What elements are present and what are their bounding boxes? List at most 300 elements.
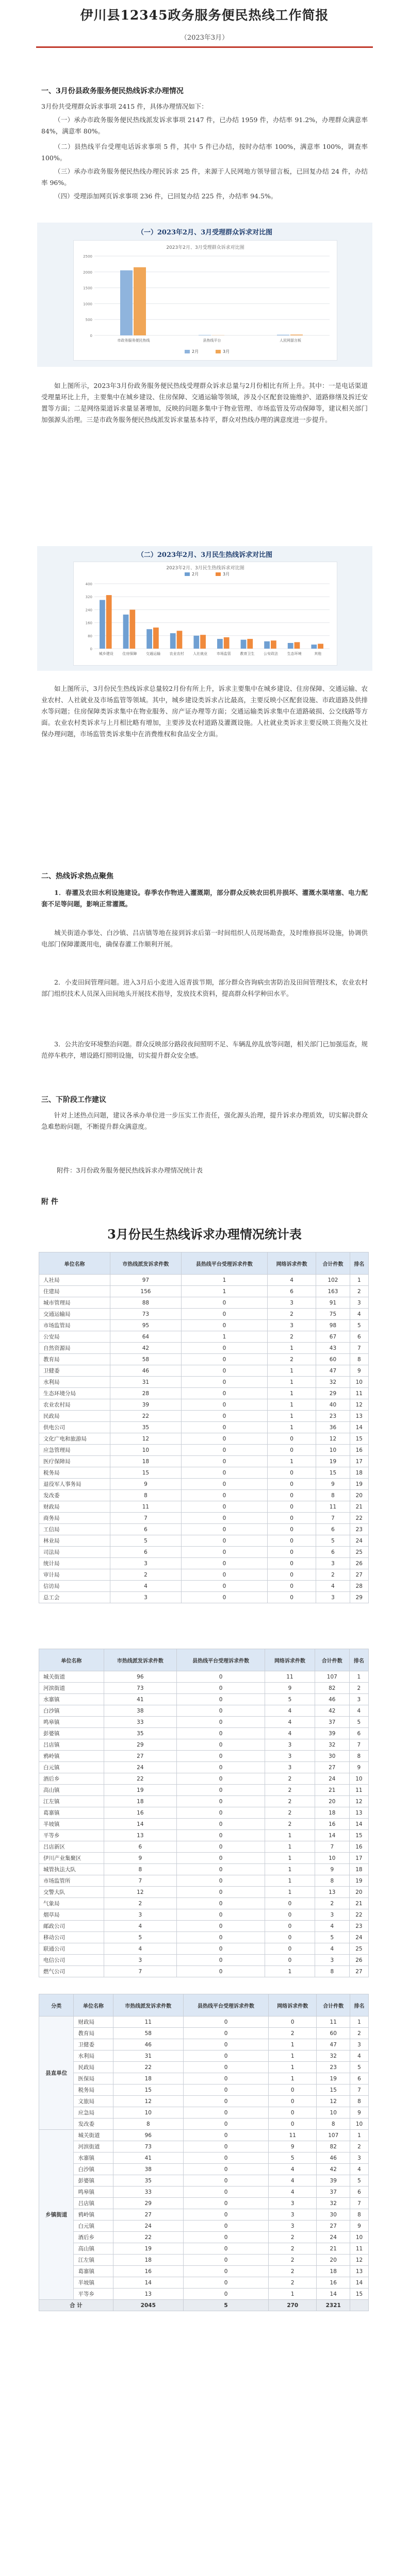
- table-row: [39, 2028, 369, 2039]
- value-cell: 6: [350, 2187, 369, 2198]
- value-cell: 97: [110, 1275, 181, 1286]
- value-cell: 67: [316, 1331, 350, 1343]
- value-cell: 38: [113, 2164, 183, 2175]
- unit-name-cell: 农业农村局: [39, 1399, 110, 1411]
- unit-name-cell: 自然资源局: [39, 1343, 110, 1354]
- value-cell: 1: [269, 2073, 317, 2084]
- value-cell: 41: [113, 2153, 183, 2164]
- value-cell: 5: [269, 2153, 317, 2164]
- value-cell: 1: [269, 2062, 317, 2073]
- unit-name-cell: 彭婆镇: [74, 2175, 113, 2187]
- value-cell: 0: [181, 1422, 267, 1433]
- bar-2月-人社就业: [193, 636, 199, 649]
- x-tick-label: 住房保障: [122, 652, 137, 656]
- unit-name-cell: 白元镇: [74, 2221, 113, 2232]
- value-cell: 23: [350, 1524, 368, 1535]
- value-cell: 6: [110, 1524, 181, 1535]
- y-tick-label: 400: [85, 582, 92, 586]
- value-cell: 8: [316, 1490, 350, 1501]
- x-tick-label: 市场监管: [216, 652, 231, 656]
- value-cell: 24: [349, 1932, 368, 1943]
- value-cell: 1: [267, 1456, 316, 1467]
- value-cell: 22: [113, 2232, 183, 2243]
- table-row: [39, 1773, 369, 1785]
- value-cell: 42: [317, 2164, 350, 2175]
- legend-swatch: [216, 350, 221, 353]
- unit-name-cell: 江左镇: [74, 2255, 113, 2266]
- stats-table-part-2: [39, 1649, 369, 1977]
- value-cell: 14: [349, 1819, 368, 1830]
- bar-2月-市政务服务便民热线: [120, 270, 133, 335]
- value-cell: 0: [181, 1377, 267, 1388]
- x-tick-label: 生态环境: [287, 652, 302, 656]
- column-header: 网络诉求件数: [269, 1994, 317, 2016]
- table-row: [39, 1943, 369, 1955]
- value-cell: 2: [265, 1819, 315, 1830]
- value-cell: 23: [316, 1411, 350, 1422]
- unit-name-cell: 税务局: [74, 2084, 113, 2096]
- value-cell: 39: [315, 1728, 349, 1739]
- value-cell: 26: [349, 1955, 368, 1966]
- value-cell: 35: [110, 1422, 181, 1433]
- x-tick-label: 教育卫生: [240, 652, 255, 656]
- unit-name-cell: 城市管理局: [39, 1297, 110, 1309]
- value-cell: 0: [181, 1569, 267, 1581]
- bar-2月-公安政法: [264, 641, 270, 649]
- value-cell: 39: [110, 1399, 181, 1411]
- total-label: 合 计: [39, 2300, 113, 2311]
- section-2-para-3: 2．小麦田间管理问题。进入3月后小麦进入返青拔节期，部分群众咨询病虫害防治及田间管理技术，农业农村部门组织技术人员深入田间地头开展技术指导，发放技术资料，提高群众科学种田水平。: [41, 978, 368, 997]
- x-tick-label: 交通运输: [146, 652, 160, 656]
- value-cell: 1: [350, 1275, 368, 1286]
- unit-name-cell: 烟草局: [39, 1909, 104, 1921]
- value-cell: 8: [350, 1354, 368, 1365]
- unit-name-cell: 城管执法大队: [39, 1864, 104, 1875]
- value-cell: 8: [315, 1875, 349, 1887]
- unit-name-cell: 公安局: [39, 1331, 110, 1343]
- unit-name-cell: 河滨街道: [39, 1683, 104, 1694]
- section-3-heading: 三、下阶段工作建议: [41, 1096, 106, 1104]
- column-header: 网络诉求件数: [265, 1649, 315, 1671]
- unit-name-cell: 发改委: [74, 2119, 113, 2130]
- bar-3月-公安政法: [271, 640, 276, 649]
- value-cell: 0: [183, 2130, 268, 2141]
- table-row: [39, 1365, 369, 1377]
- value-cell: 0: [177, 1853, 265, 1864]
- table-row: [39, 1547, 369, 1558]
- value-cell: 0: [183, 2141, 268, 2153]
- value-cell: 3: [104, 1955, 176, 1966]
- value-cell: 0: [183, 2119, 268, 2130]
- value-cell: 1: [265, 1830, 315, 1841]
- table-row: [39, 1297, 369, 1309]
- table-row: [39, 2243, 369, 2255]
- value-cell: 13: [104, 1830, 176, 1841]
- value-cell: 0: [181, 1365, 267, 1377]
- value-cell: 0: [267, 1547, 316, 1558]
- value-cell: 1: [265, 1841, 315, 1853]
- value-cell: 18: [350, 1467, 368, 1479]
- value-cell: 0: [267, 1445, 316, 1456]
- value-cell: 0: [265, 1898, 315, 1909]
- value-cell: 95: [110, 1320, 181, 1331]
- unit-name-cell: 财政局: [74, 2016, 113, 2028]
- y-tick-label: 2000: [83, 270, 92, 275]
- value-cell: 2: [269, 2028, 317, 2039]
- column-header: 县热线平台受理诉求件数: [181, 1252, 267, 1275]
- value-cell: 9: [350, 1365, 368, 1377]
- value-cell: 0: [269, 2107, 317, 2119]
- value-cell: 9: [269, 2141, 317, 2153]
- value-cell: 1: [349, 1671, 368, 1683]
- legend-label: 3月: [223, 349, 230, 354]
- value-cell: 0: [177, 1887, 265, 1898]
- unit-name-cell: 白沙镇: [39, 1705, 104, 1717]
- value-cell: 107: [315, 1671, 349, 1683]
- value-cell: 9: [265, 1683, 315, 1694]
- value-cell: 0: [183, 2050, 268, 2062]
- table-row: [39, 2016, 369, 2028]
- value-cell: 0: [181, 1513, 267, 1524]
- chart-1-title: （一）2023年2月、3月受理群众诉求对比图: [137, 229, 273, 236]
- value-cell: 22: [110, 1411, 181, 1422]
- value-cell: 5: [350, 1320, 368, 1331]
- value-cell: 8: [113, 2119, 183, 2130]
- value-cell: 0: [177, 1728, 265, 1739]
- column-header: 市热线派发诉求件数: [113, 1994, 183, 2016]
- value-cell: 2: [267, 1309, 316, 1320]
- unit-name-cell: 文化广电和旅游局: [39, 1433, 110, 1445]
- value-cell: 1: [350, 2016, 369, 2028]
- value-cell: 24: [113, 2221, 183, 2232]
- value-cell: 91: [316, 1297, 350, 1309]
- x-tick-label: 城乡建设: [99, 652, 113, 656]
- unit-name-cell: 城关街道: [74, 2130, 113, 2141]
- value-cell: 27: [315, 1762, 349, 1773]
- unit-name-cell: 财政局: [39, 1501, 110, 1513]
- value-cell: 0: [267, 1501, 316, 1513]
- chart-1-panel: [73, 240, 337, 361]
- value-cell: 2: [269, 2266, 317, 2277]
- value-cell: 73: [110, 1309, 181, 1320]
- y-tick-label: 160: [85, 621, 92, 625]
- value-cell: 5: [104, 1932, 176, 1943]
- stats-table-part-3: [39, 1994, 369, 2311]
- value-cell: 17: [350, 1456, 368, 1467]
- value-cell: 0: [177, 1751, 265, 1762]
- value-cell: 1: [269, 2289, 317, 2300]
- value-cell: 4: [350, 2050, 369, 2062]
- section-3-para-1: 针对上述热点问题，建议各承办单位进一步压实工作责任，强化源头治理，提升诉求办理质效，切实解决群众急难愁盼问题，不断提升群众满意度。: [41, 1111, 368, 1130]
- bar-2月-生态环境: [288, 643, 293, 649]
- value-cell: 26: [350, 1558, 368, 1569]
- value-cell: 14: [315, 1830, 349, 1841]
- table-row: [39, 1320, 369, 1331]
- column-header: 合计件数: [315, 1649, 349, 1671]
- value-cell: 6: [267, 1286, 316, 1297]
- value-cell: 0: [183, 2289, 268, 2300]
- table-row: [39, 1354, 369, 1365]
- value-cell: 22: [350, 1513, 368, 1524]
- value-cell: 30: [315, 1751, 349, 1762]
- unit-name-cell: 半坡镇: [74, 2277, 113, 2289]
- value-cell: 12: [350, 2255, 369, 2266]
- table-row: [39, 1286, 369, 1297]
- value-cell: 1: [267, 1343, 316, 1354]
- table-row: [39, 2096, 369, 2107]
- section-1-para-7: 如上图所示，3月份民生热线诉求总量较2月份有所上升，诉求主要集中在城乡建设、住房保障、交通运输、农业农村、人社就业及市场监管等领域。其中，城乡建设类诉求占比最高，主要反映小区配套设施、市政道路及供排水等问题；住房保障类诉求集中在物业服务、房产证办理等方面；交通运输类诉求集中在道路破损、公交线路等方面。农业农村类诉求与上月相比略有增加，主要涉及农村道路及灌溉设施。人社就业类诉求主要反映工资拖欠及社保办理问题，市场监管类诉求集中在消费维权和食品安全方面。: [41, 685, 368, 738]
- value-cell: 4: [350, 1309, 368, 1320]
- value-cell: 35: [104, 1728, 176, 1739]
- table-row: [39, 1887, 369, 1898]
- value-cell: 28: [110, 1388, 181, 1399]
- value-cell: 17: [349, 1853, 368, 1864]
- value-cell: 0: [183, 2187, 268, 2198]
- attachment-label: 附 件: [41, 1198, 58, 1206]
- value-cell: 12: [104, 1887, 176, 1898]
- table-row: [39, 1343, 369, 1354]
- unit-name-cell: 葛寨镇: [39, 1807, 104, 1819]
- value-cell: 22: [113, 2062, 183, 2073]
- y-tick-label: 1500: [83, 286, 92, 291]
- table-row: [39, 1796, 369, 1807]
- table-row: [39, 1864, 369, 1875]
- value-cell: 1: [265, 1887, 315, 1898]
- column-header: 市热线派发诉求件数: [104, 1649, 176, 1671]
- value-cell: 4: [104, 1921, 176, 1932]
- y-tick-label: 2500: [83, 255, 92, 259]
- value-cell: 7: [350, 2084, 369, 2096]
- value-cell: 0: [183, 2277, 268, 2289]
- value-cell: 24: [315, 1773, 349, 1785]
- unit-name-cell: 交通运输局: [39, 1309, 110, 1320]
- value-cell: 43: [316, 1343, 350, 1354]
- value-cell: 4: [265, 1717, 315, 1728]
- value-cell: 0: [265, 1932, 315, 1943]
- value-cell: 1: [265, 1853, 315, 1864]
- value-cell: 24: [317, 2232, 350, 2243]
- value-cell: 0: [181, 1535, 267, 1547]
- unit-name-cell: 城关街道: [39, 1671, 104, 1683]
- unit-name-cell: 税务局: [39, 1467, 110, 1479]
- table-row: [39, 1705, 369, 1717]
- value-cell: 88: [110, 1297, 181, 1309]
- value-cell: 0: [181, 1411, 267, 1422]
- total-value: 270: [269, 2300, 317, 2311]
- y-tick-label: 500: [85, 318, 92, 323]
- unit-name-cell: 彭婆镇: [39, 1728, 104, 1739]
- unit-name-cell: 江左镇: [39, 1796, 104, 1807]
- unit-name-cell: 鸦岭镇: [39, 1751, 104, 1762]
- section-1-para-4: （三）承办市政务服务便民热线办理民诉求 25 件，来源于人民网地方领导留言板，已回复办结 24 件，办结率 96%。: [41, 167, 368, 187]
- value-cell: 2: [315, 1898, 349, 1909]
- legend-label: 3月: [223, 572, 230, 577]
- value-cell: 4: [265, 1705, 315, 1717]
- legend-swatch: [216, 572, 221, 576]
- legend-swatch: [185, 350, 190, 353]
- value-cell: 19: [113, 2243, 183, 2255]
- value-cell: 60: [316, 1354, 350, 1365]
- value-cell: 21: [317, 2243, 350, 2255]
- value-cell: 21: [349, 1898, 368, 1909]
- value-cell: 5: [265, 1694, 315, 1705]
- column-header: 排名: [350, 1252, 368, 1275]
- table-row: [39, 2232, 369, 2243]
- value-cell: 98: [316, 1320, 350, 1331]
- unit-name-cell: 教育局: [74, 2028, 113, 2039]
- value-cell: 1: [267, 1422, 316, 1433]
- column-header: 合计件数: [316, 1252, 350, 1275]
- value-cell: 25: [350, 1547, 368, 1558]
- value-cell: 6: [316, 1547, 350, 1558]
- value-cell: 16: [315, 1819, 349, 1830]
- value-cell: 13: [349, 1807, 368, 1819]
- section-1-para-3: （二）县热线平台受理电话诉求事项 5 件，其中 5 件已办结，按时办结率 100%，满意率 100%，调查率 100%。: [41, 143, 368, 162]
- value-cell: 4: [267, 1275, 316, 1286]
- value-cell: 1: [269, 2050, 317, 2062]
- section-1-para-5: （四）受理添加网页诉求事项 236 件，已回复办结 225 件，办结率 94.5%。: [54, 192, 277, 200]
- total-row: [39, 2300, 369, 2311]
- value-cell: 0: [177, 1966, 265, 1977]
- y-tick-label: 0: [90, 647, 92, 651]
- value-cell: 163: [316, 1286, 350, 1297]
- chart-1-box: [37, 223, 372, 367]
- total-value: 2045: [113, 2300, 183, 2311]
- y-tick-label: 0: [90, 334, 92, 338]
- value-cell: 4: [269, 2164, 317, 2175]
- value-cell: 31: [113, 2050, 183, 2062]
- unit-name-cell: 卫健委: [39, 1365, 110, 1377]
- value-cell: 0: [177, 1683, 265, 1694]
- table-row: [39, 1456, 369, 1467]
- value-cell: 0: [183, 2153, 268, 2164]
- section-1-para-6: 如上图所示，2023年3月份政务服务便民热线受理群众诉求总量与2月份相比有所上升。其中：一是电话渠道受理量环比上升，主要集中在城乡建设、住房保障、交通运输等领域，涉及小区配套设施维护、道路修缮及拆迁安置等方面；二是网络渠道诉求量显著增加，反映的问题多集中于物业管理、市场监管及劳动保障等，建议相关部门加强源头治理。三是市政务服务便民热线派发诉求量基本持平，群众对热线办理的满意度进一步提升。: [41, 382, 368, 423]
- value-cell: 2: [267, 1354, 316, 1365]
- value-cell: 12: [350, 1399, 368, 1411]
- unit-name-cell: 市场监管局: [39, 1320, 110, 1331]
- unit-name-cell: 交警大队: [39, 1887, 104, 1898]
- unit-name-cell: 邮政公司: [39, 1921, 104, 1932]
- unit-name-cell: 水寨镇: [74, 2153, 113, 2164]
- value-cell: 3: [350, 1297, 368, 1309]
- value-cell: 0: [181, 1592, 267, 1603]
- value-cell: 46: [317, 2153, 350, 2164]
- total-value: [350, 2300, 369, 2311]
- stats-table-part-1: [39, 1252, 369, 1603]
- value-cell: 11: [317, 2016, 350, 2028]
- unit-name-cell: 医疗保障局: [39, 1456, 110, 1467]
- value-cell: 14: [350, 2277, 369, 2289]
- value-cell: 0: [181, 1297, 267, 1309]
- value-cell: 1: [267, 1377, 316, 1388]
- table-row: [39, 1717, 369, 1728]
- x-tick-label: 市政务服务便民热线: [117, 338, 150, 343]
- value-cell: 0: [265, 1943, 315, 1955]
- value-cell: 40: [316, 1399, 350, 1411]
- chart-2-caption: 2023年2月、3月民生热线诉求对比图: [166, 566, 244, 571]
- value-cell: 29: [104, 1739, 176, 1751]
- table-row: [39, 2266, 369, 2277]
- value-cell: 10: [349, 1773, 368, 1785]
- value-cell: 0: [183, 2039, 268, 2050]
- value-cell: 0: [181, 1343, 267, 1354]
- value-cell: 2: [265, 1785, 315, 1796]
- unit-name-cell: 工信局: [39, 1524, 110, 1535]
- value-cell: 8: [110, 1490, 181, 1501]
- table-row: [39, 1785, 369, 1796]
- y-tick-label: 320: [85, 595, 92, 600]
- value-cell: 3: [315, 1955, 349, 1966]
- value-cell: 14: [104, 1819, 176, 1830]
- value-cell: 0: [177, 1785, 265, 1796]
- legend-swatch: [185, 572, 190, 576]
- value-cell: 1: [265, 1875, 315, 1887]
- table-row: [39, 1841, 369, 1853]
- y-tick-label: 80: [88, 634, 92, 638]
- bar-2月-市场监管: [217, 639, 223, 649]
- value-cell: 8: [349, 1751, 368, 1762]
- value-cell: 10: [317, 2107, 350, 2119]
- value-cell: 0: [177, 1830, 265, 1841]
- unit-name-cell: 河滨街道: [74, 2141, 113, 2153]
- table-header-row: [39, 1649, 369, 1671]
- unit-name-cell: 信访局: [39, 1581, 110, 1592]
- table-row: [39, 1433, 369, 1445]
- value-cell: 20: [349, 1887, 368, 1898]
- bar-2月-城乡建设: [100, 600, 105, 649]
- value-cell: 10: [110, 1445, 181, 1456]
- unit-name-cell: 商务局: [39, 1513, 110, 1524]
- value-cell: 3: [350, 2153, 369, 2164]
- value-cell: 13: [350, 1411, 368, 1422]
- section-1-heading: 一、3月份县政务服务便民热线诉求办理情况: [41, 87, 184, 95]
- unit-name-cell: 人社局: [39, 1275, 110, 1286]
- x-tick-label: 农业农村: [169, 652, 184, 656]
- bar-2月-交通运输: [146, 629, 152, 649]
- value-cell: 0: [269, 2084, 317, 2096]
- unit-name-cell: 联通公司: [39, 1943, 104, 1955]
- value-cell: 0: [183, 2164, 268, 2175]
- value-cell: 5: [315, 1932, 349, 1943]
- unit-name-cell: 水利局: [39, 1377, 110, 1388]
- legend-label: 2月: [192, 349, 199, 354]
- value-cell: 4: [269, 2175, 317, 2187]
- value-cell: 29: [350, 1592, 368, 1603]
- value-cell: 0: [177, 1875, 265, 1887]
- total-value: 5: [183, 2300, 268, 2311]
- value-cell: 0: [181, 1479, 267, 1490]
- value-cell: 4: [269, 2187, 317, 2198]
- bar-2月-其他: [311, 645, 317, 649]
- value-cell: 22: [104, 1773, 176, 1785]
- table-row: [39, 1932, 369, 1943]
- value-cell: 47: [317, 2039, 350, 2050]
- table-row: [39, 1830, 369, 1841]
- table-row: [39, 1762, 369, 1773]
- table-row: [39, 2198, 369, 2209]
- value-cell: 46: [113, 2039, 183, 2050]
- value-cell: 15: [350, 2289, 369, 2300]
- category-cell: 乡镇街道: [39, 2130, 74, 2300]
- value-cell: 11: [265, 1671, 315, 1683]
- value-cell: 23: [317, 2062, 350, 2073]
- value-cell: 0: [177, 1705, 265, 1717]
- value-cell: 0: [183, 2016, 268, 2028]
- x-tick-label: 公安政法: [264, 652, 278, 656]
- value-cell: 0: [177, 1796, 265, 1807]
- value-cell: 1: [267, 1399, 316, 1411]
- chart-1-caption: 2023年2月、3月受理群众诉求对比图: [166, 245, 244, 250]
